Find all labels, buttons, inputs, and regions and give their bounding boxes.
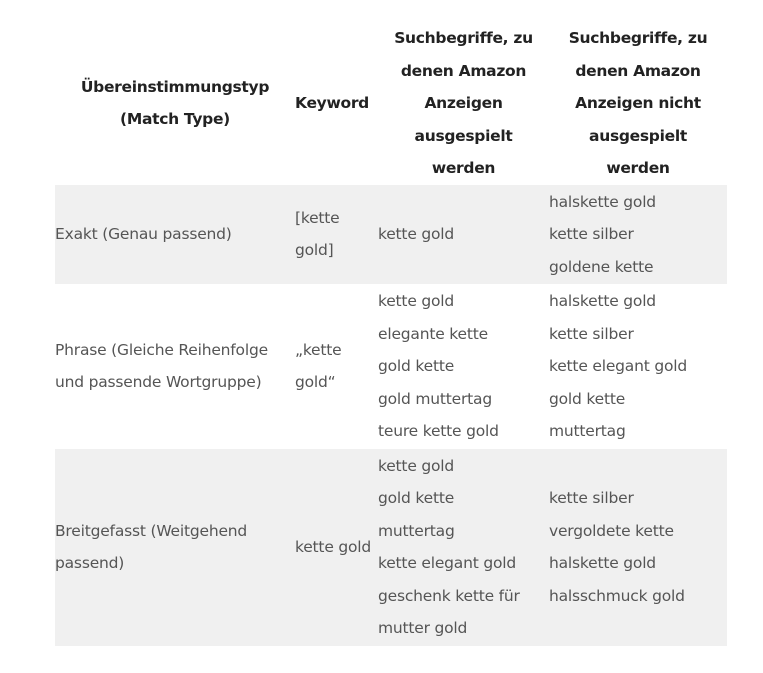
keyword-cell: „kette gold“ <box>295 340 342 392</box>
shown-terms-cell <box>378 185 549 285</box>
search-term: kette silber <box>549 324 634 343</box>
table-row <box>55 185 727 285</box>
match-type-cell: Exakt (Genau passend) <box>55 185 295 285</box>
search-term: kette elegant gold <box>378 554 516 572</box>
search-term: halskette gold <box>549 292 656 310</box>
search-term: halskette gold <box>549 554 656 572</box>
table-row <box>55 449 727 646</box>
search-term: halsschmuck gold <box>549 586 685 605</box>
match-type-cell: Phrase (Gleiche Reihenfolge und passende Wortgruppe) <box>55 340 268 392</box>
table-header-row <box>55 22 727 185</box>
header-match-type: Übereinstimmungstyp (Match Type) <box>80 77 270 129</box>
search-term: vergoldete kette <box>549 521 674 540</box>
search-term: teure kette gold <box>378 422 499 440</box>
match-type-cell: Breitgefasst (Weitgehend passend) <box>55 449 295 646</box>
search-term: kette silber <box>549 489 634 507</box>
keyword-cell: [kette gold] <box>295 185 378 285</box>
shown-terms-cell <box>378 284 549 449</box>
shown-terms-cell <box>378 449 549 646</box>
search-term: kette gold <box>378 225 455 243</box>
keyword-cell: kette gold <box>295 449 378 646</box>
search-term: gold muttertag <box>378 389 492 408</box>
search-term: gold kette muttertag <box>378 489 455 540</box>
search-term: geschenk kette für mutter gold <box>378 586 520 637</box>
search-term: kette elegant gold <box>549 357 687 375</box>
not-shown-terms-cell <box>549 284 727 449</box>
search-term: kette gold <box>378 292 455 310</box>
not-shown-terms-cell <box>549 185 727 285</box>
header-not-shown-terms: Suchbegriffe, zu denen Amazon Anzeigen nicht ausgespielt werden <box>568 29 708 177</box>
search-term: gold kette muttertag <box>549 389 626 440</box>
search-term: halskette gold <box>549 192 656 211</box>
header-keyword: Keyword <box>295 93 369 112</box>
header-shown-terms: Suchbegriffe, zu denen Amazon Anzeigen ausgespielt werden <box>394 29 533 177</box>
not-shown-terms-cell <box>549 449 727 646</box>
match-type-table <box>55 22 727 646</box>
table-row <box>55 284 727 449</box>
search-term: kette silber <box>549 225 634 243</box>
search-term: kette gold <box>378 456 455 475</box>
search-term: elegante kette <box>378 324 488 343</box>
search-term: goldene kette <box>549 257 654 276</box>
search-term: gold kette <box>378 357 455 375</box>
